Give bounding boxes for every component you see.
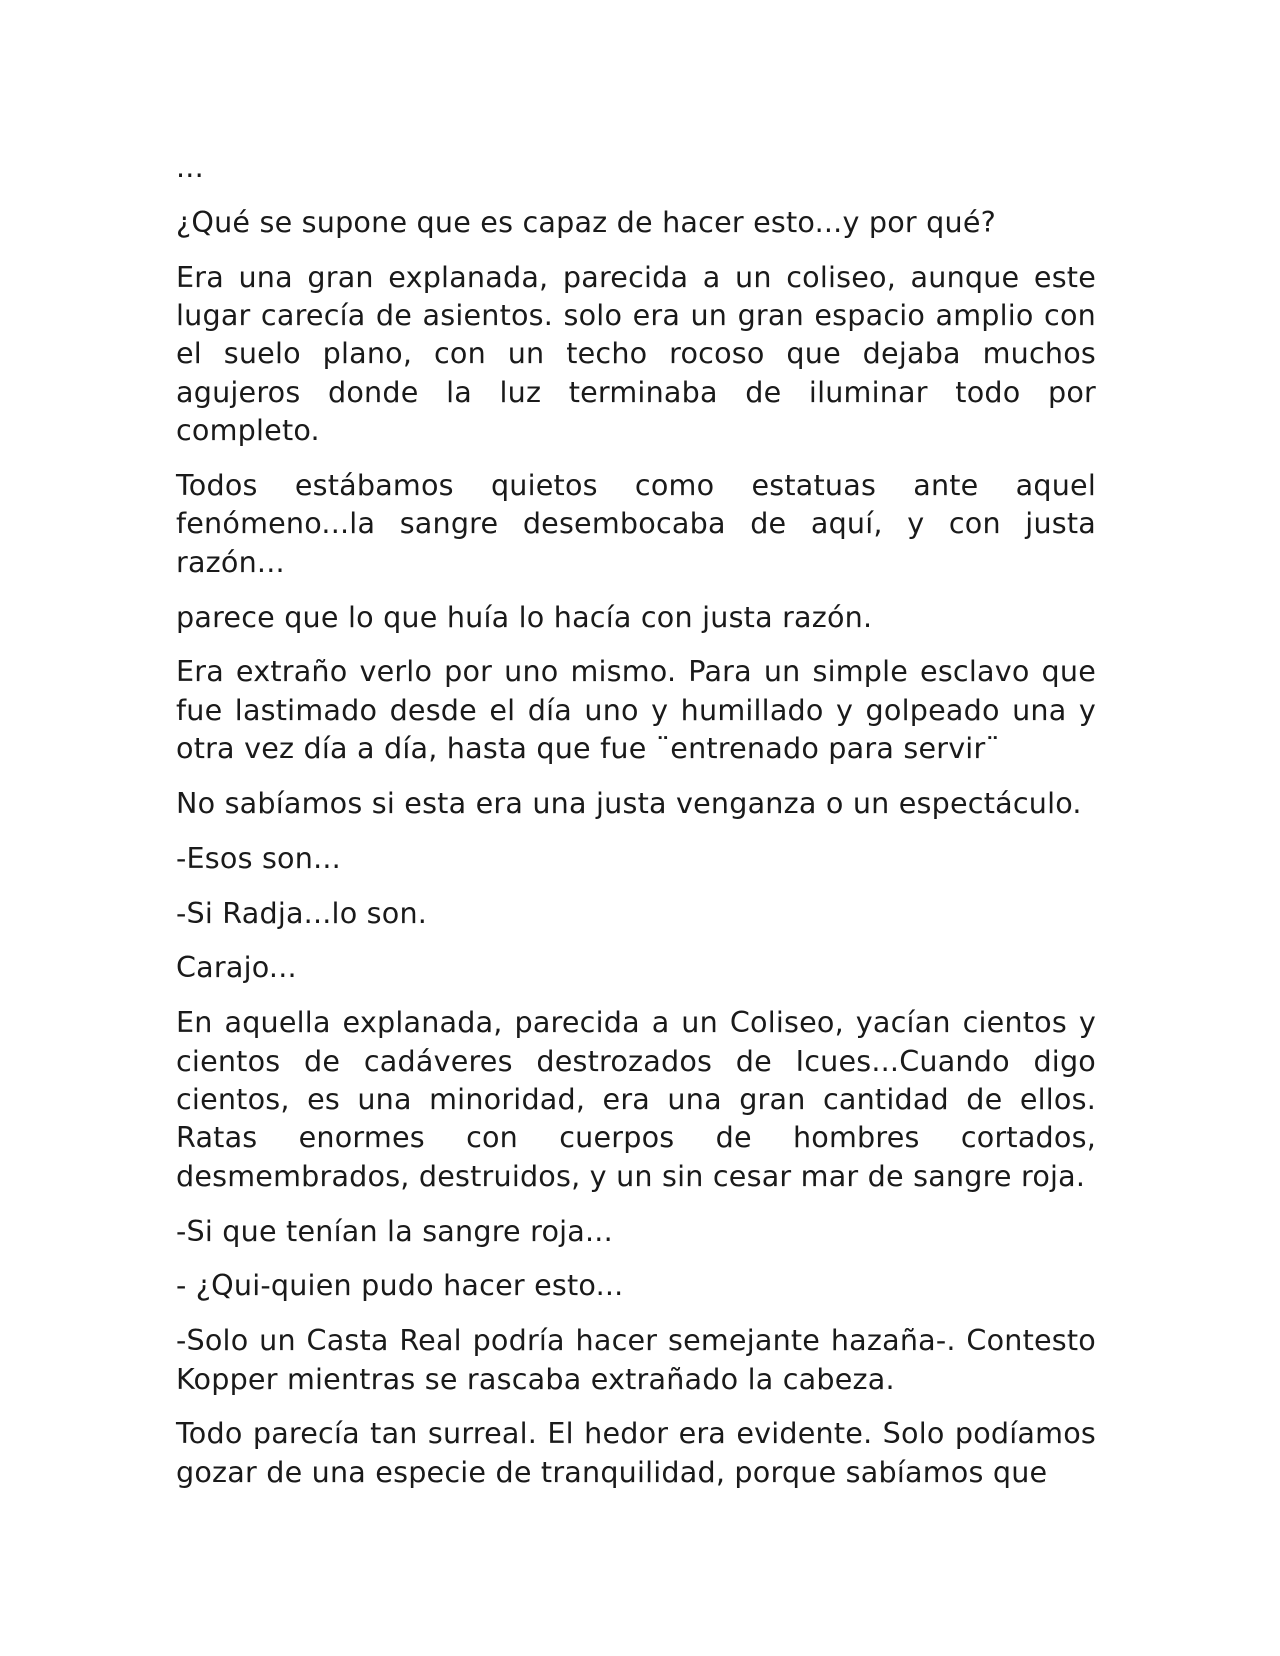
document-page xyxy=(176,148,1096,1508)
paragraph-huia: parece que lo que huía lo hacía con justa razón. xyxy=(176,599,873,634)
paragraph-carajo: Carajo... xyxy=(176,950,297,985)
paragraph-estatuas: Todos estábamos quietos como estatuas ante aquel fenómeno...la sangre desembocaba de aquí, y con justa razón... xyxy=(176,468,1096,579)
paragraph-coliseo: En aquella explanada, parecida a un Coliseo, yacían cientos y cientos de cadáveres destrozados de Icues...Cuando digo cientos, es una minoridad, era una gran cantidad de ellos. Ratas enormes con cuerpos de hombres cortados, desmembrados, destruidos, y un sin cesar mar de sangre roja. xyxy=(176,1005,1096,1193)
paragraph-esclavo: Era extraño verlo por uno mismo. Para un simple esclavo que fue lastimado desde el día uno y humillado y golpeado una y otra vez día a día, hasta que fue ¨entrenado para servir¨ xyxy=(176,654,1096,766)
paragraph-ellipsis: ... xyxy=(176,150,204,184)
paragraph-question: ¿Qué se supone que es capaz de hacer esto...y por qué? xyxy=(176,204,997,239)
paragraph-surreal: Todo parecía tan surreal. El hedor era evidente. Solo podíamos gozar de una especie de tranquilidad, porque sabíamos que xyxy=(176,1416,1096,1489)
dialogue-quien: - ¿Qui-quien pudo hacer esto... xyxy=(176,1268,624,1303)
paragraph-explanada: Era una gran explanada, parecida a un coliseo, aunque este lugar carecía de asientos. solo era un gran espacio amplio con el suelo plano, con un techo rocoso que dejaba muchos agujeros donde la luz terminaba de iluminar todo por completo. xyxy=(176,259,1096,448)
dialogue-sangre-roja: -Si que tenían la sangre roja... xyxy=(176,1213,613,1248)
dialogue-esos-son: -Esos son... xyxy=(176,840,341,875)
dialogue-radja: -Si Radja...lo son. xyxy=(176,895,428,930)
paragraph-venganza: No sabíamos si esta era una justa venganza o un espectáculo. xyxy=(176,786,1082,821)
dialogue-kopper: -Solo un Casta Real podría hacer semejante hazaña-. Contesto Kopper mientras se rascaba extrañado la cabeza. xyxy=(176,1323,1096,1396)
